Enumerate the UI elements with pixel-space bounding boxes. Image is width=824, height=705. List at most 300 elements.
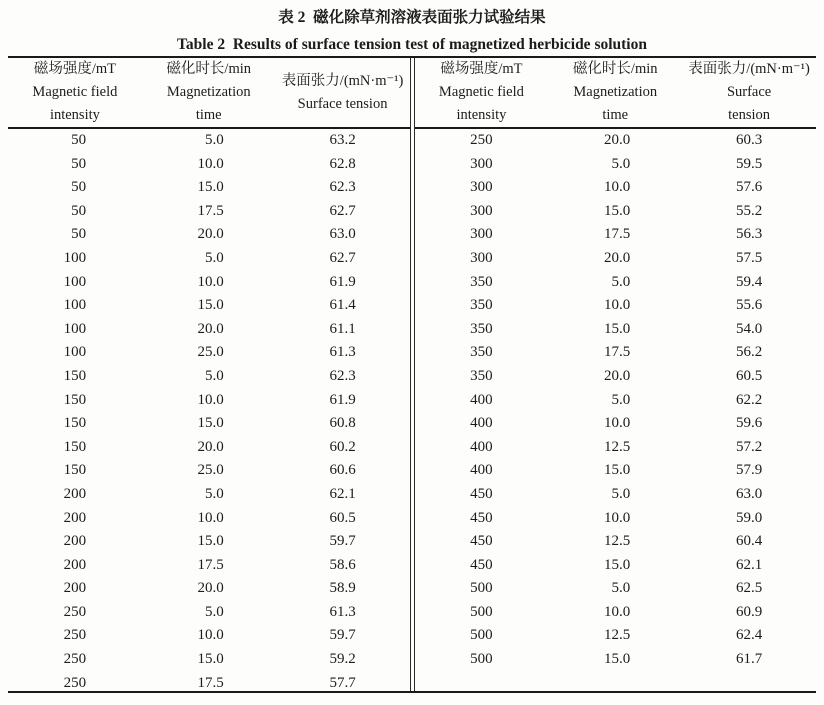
surface-tension-value-text: 60.2 bbox=[329, 438, 356, 455]
magnetization-time-value bbox=[548, 341, 682, 365]
magnetization-time-value-text: 25.0 bbox=[197, 344, 224, 361]
surface-tension-value bbox=[276, 176, 410, 200]
magnetization-time-value-text: 15.0 bbox=[197, 651, 224, 668]
magnetization-time-value-text: 20.0 bbox=[603, 249, 631, 266]
field-intensity-value bbox=[8, 271, 142, 295]
surface-tension-value-text: 61.9 bbox=[329, 391, 356, 408]
field-intensity-value-text: 100 bbox=[63, 297, 87, 314]
surface-tension-value-text: 55.2 bbox=[735, 202, 763, 219]
surface-tension-value-text: 58.6 bbox=[329, 556, 356, 573]
header-line-zh: 磁场强度/mT bbox=[33, 61, 116, 77]
table-title-en: Table 2 Results of surface tension test of magnetized herbicide solution bbox=[176, 36, 647, 53]
magnetization-time-value bbox=[142, 601, 276, 625]
field-intensity-value bbox=[415, 271, 549, 295]
field-intensity-value-text: 250 bbox=[63, 674, 87, 691]
magnetization-time-value bbox=[142, 648, 276, 672]
field-intensity-value-text: 200 bbox=[63, 485, 87, 502]
field-intensity-value bbox=[415, 577, 549, 601]
header-line-en1: Magnetization bbox=[573, 84, 658, 100]
field-intensity-value-text: 150 bbox=[63, 462, 87, 479]
surface-tension-value-text: 61.4 bbox=[329, 297, 356, 314]
field-intensity-value-text: 300 bbox=[470, 155, 493, 172]
magnetization-time-value-text: 20.0 bbox=[197, 580, 224, 597]
table-row bbox=[8, 294, 410, 318]
surface-tension-value bbox=[682, 624, 816, 648]
surface-tension-value-text: 58.9 bbox=[329, 580, 356, 597]
table-row bbox=[8, 153, 410, 177]
field-intensity-value-text: 300 bbox=[470, 249, 493, 266]
table-row bbox=[8, 200, 410, 224]
field-intensity-value-text: 350 bbox=[470, 273, 493, 290]
field-intensity-value bbox=[8, 648, 142, 672]
field-intensity-value bbox=[415, 223, 549, 247]
table-row bbox=[415, 601, 817, 625]
field-intensity-value bbox=[8, 577, 142, 601]
magnetization-time-value-text: 20.0 bbox=[603, 367, 631, 384]
magnetization-time-value-text: 17.5 bbox=[197, 674, 224, 691]
magnetization-time-value-text: 17.5 bbox=[603, 226, 631, 243]
magnetization-time-value bbox=[142, 176, 276, 200]
surface-tension-value bbox=[682, 294, 816, 318]
magnetization-time-value-text: 12.5 bbox=[603, 438, 631, 455]
col-header-surface-tension bbox=[682, 58, 816, 128]
surface-tension-value-text: 62.5 bbox=[735, 580, 763, 597]
field-intensity-value bbox=[415, 318, 549, 342]
table-row bbox=[415, 624, 817, 648]
table-row bbox=[8, 128, 410, 153]
surface-tension-value bbox=[276, 271, 410, 295]
field-intensity-value-text: 100 bbox=[63, 273, 87, 290]
col-header-field-intensity bbox=[415, 58, 549, 128]
magnetization-time-value-text: 5.0 bbox=[204, 367, 224, 384]
table-row bbox=[8, 176, 410, 200]
magnetization-time-value bbox=[142, 153, 276, 177]
surface-tension-value-text: 57.9 bbox=[735, 462, 763, 479]
field-intensity-value bbox=[415, 507, 549, 531]
table-row bbox=[415, 153, 817, 177]
magnetization-time-value-text: 5.0 bbox=[204, 603, 224, 620]
magnetization-time-value bbox=[142, 483, 276, 507]
magnetization-time-value-text: 17.5 bbox=[197, 556, 224, 573]
surface-tension-value-text: 62.4 bbox=[735, 627, 763, 644]
table-row bbox=[8, 530, 410, 554]
table-row bbox=[415, 530, 817, 554]
field-intensity-value-text: 500 bbox=[470, 603, 493, 620]
magnetization-time-value-text: 15.0 bbox=[197, 297, 224, 314]
field-intensity-value bbox=[8, 672, 142, 696]
surface-tension-value bbox=[276, 153, 410, 177]
magnetization-time-value bbox=[142, 294, 276, 318]
field-intensity-value-text: 500 bbox=[470, 580, 493, 597]
field-intensity-value-text: 250 bbox=[63, 651, 87, 668]
table-row bbox=[8, 223, 410, 247]
magnetization-time-value bbox=[142, 412, 276, 436]
field-intensity-value-text: 250 bbox=[470, 132, 493, 148]
surface-tension-value-text: 57.7 bbox=[329, 674, 356, 691]
surface-tension-value bbox=[276, 389, 410, 413]
surface-tension-value bbox=[682, 341, 816, 365]
left-table-body bbox=[8, 128, 410, 695]
field-intensity-value bbox=[8, 412, 142, 436]
surface-tension-value bbox=[682, 436, 816, 460]
table-row bbox=[415, 436, 817, 460]
surface-tension-value bbox=[682, 200, 816, 224]
surface-tension-table bbox=[8, 56, 816, 693]
surface-tension-value-text: 61.7 bbox=[735, 651, 763, 668]
table-row bbox=[8, 672, 410, 696]
field-intensity-value bbox=[415, 200, 549, 224]
table-row bbox=[415, 365, 817, 389]
table-row bbox=[415, 412, 817, 436]
magnetization-time-value bbox=[142, 436, 276, 460]
field-intensity-value bbox=[415, 554, 549, 578]
surface-tension-value-text: 57.6 bbox=[735, 179, 763, 196]
field-intensity-value-text: 200 bbox=[63, 509, 87, 526]
magnetization-time-value bbox=[548, 176, 682, 200]
surface-tension-value bbox=[682, 554, 816, 578]
field-intensity-value-text: 450 bbox=[470, 556, 493, 573]
field-intensity-value-text: 500 bbox=[470, 627, 493, 644]
magnetization-time-value-text: 20.0 bbox=[197, 320, 224, 337]
table-row bbox=[8, 459, 410, 483]
magnetization-time-value-text: 10.0 bbox=[197, 391, 224, 408]
magnetization-time-value bbox=[548, 436, 682, 460]
field-intensity-value bbox=[8, 365, 142, 389]
field-intensity-value bbox=[8, 200, 142, 224]
magnetization-time-value-text: 17.5 bbox=[603, 344, 631, 361]
field-intensity-value bbox=[415, 389, 549, 413]
surface-tension-value-text: 59.7 bbox=[329, 627, 356, 644]
table-row bbox=[8, 554, 410, 578]
surface-tension-value bbox=[682, 318, 816, 342]
magnetization-time-value-text: 17.5 bbox=[197, 202, 224, 219]
field-intensity-value bbox=[8, 530, 142, 554]
magnetization-time-value bbox=[548, 601, 682, 625]
field-intensity-value-text: 200 bbox=[63, 580, 87, 597]
surface-tension-value bbox=[682, 483, 816, 507]
magnetization-time-value-text: 15.0 bbox=[603, 202, 631, 219]
field-intensity-value-text: 50 bbox=[71, 202, 87, 219]
surface-tension-value bbox=[682, 507, 816, 531]
surface-tension-value bbox=[682, 128, 816, 153]
field-intensity-value-text: 350 bbox=[470, 320, 493, 337]
magnetization-time-value-text: 15.0 bbox=[197, 533, 224, 550]
surface-tension-value bbox=[276, 624, 410, 648]
magnetization-time-value-text: 10.0 bbox=[197, 627, 224, 644]
surface-tension-value bbox=[276, 483, 410, 507]
surface-tension-value-text: 62.2 bbox=[735, 391, 763, 408]
magnetization-time-value bbox=[548, 365, 682, 389]
table-row bbox=[8, 389, 410, 413]
header-line-en1: Magnetic field bbox=[32, 84, 118, 100]
field-intensity-value-text: 450 bbox=[470, 533, 493, 550]
magnetization-time-value bbox=[142, 672, 276, 696]
magnetization-time-value bbox=[548, 223, 682, 247]
header-line-en1: Magnetic field bbox=[438, 84, 524, 100]
magnetization-time-value bbox=[548, 483, 682, 507]
magnetization-time-value-text: 5.0 bbox=[611, 391, 631, 408]
magnetization-time-value-text: 5.0 bbox=[204, 249, 224, 266]
magnetization-time-value bbox=[548, 530, 682, 554]
left-table-header bbox=[8, 58, 410, 128]
surface-tension-value bbox=[276, 459, 410, 483]
magnetization-time-value-text: 5.0 bbox=[611, 485, 631, 502]
magnetization-time-value-text: 5.0 bbox=[611, 580, 631, 597]
surface-tension-value-text: 57.2 bbox=[735, 438, 763, 455]
surface-tension-value bbox=[276, 577, 410, 601]
col-header-surface-tension bbox=[276, 58, 410, 128]
table-row bbox=[8, 507, 410, 531]
magnetization-time-value-text: 15.0 bbox=[603, 556, 631, 573]
field-intensity-value-text: 400 bbox=[470, 438, 493, 455]
magnetization-time-value-text: 10.0 bbox=[603, 603, 631, 620]
header-line-zh: 表面张力/(mN·m⁻¹) bbox=[688, 61, 810, 77]
table-row bbox=[415, 507, 817, 531]
surface-tension-value-text: 62.7 bbox=[329, 202, 356, 219]
field-intensity-value bbox=[415, 365, 549, 389]
magnetization-time-value-text: 12.5 bbox=[603, 627, 631, 644]
surface-tension-value-text: 63.2 bbox=[329, 132, 356, 148]
surface-tension-value-text: 54.0 bbox=[735, 320, 763, 337]
magnetization-time-value-text: 20.0 bbox=[603, 132, 631, 148]
magnetization-time-value bbox=[142, 459, 276, 483]
field-intensity-value bbox=[415, 483, 549, 507]
surface-tension-value bbox=[682, 365, 816, 389]
surface-tension-value bbox=[682, 271, 816, 295]
header-line-en2: intensity bbox=[49, 107, 100, 123]
magnetization-time-value-text: 10.0 bbox=[603, 509, 631, 526]
magnetization-time-value bbox=[142, 271, 276, 295]
field-intensity-value-text: 200 bbox=[63, 556, 87, 573]
field-intensity-value-text: 450 bbox=[470, 485, 493, 502]
table-row bbox=[415, 294, 817, 318]
table-row bbox=[415, 271, 817, 295]
table-row bbox=[8, 365, 410, 389]
surface-tension-value bbox=[682, 176, 816, 200]
surface-tension-value bbox=[682, 459, 816, 483]
surface-tension-value-text: 60.6 bbox=[329, 462, 356, 479]
field-intensity-value bbox=[415, 648, 549, 672]
magnetization-time-value-text: 5.0 bbox=[611, 273, 631, 290]
header-line-zh: 磁场强度/mT bbox=[440, 61, 523, 77]
table-row bbox=[8, 601, 410, 625]
field-intensity-value-text: 500 bbox=[470, 651, 493, 668]
field-intensity-value bbox=[8, 153, 142, 177]
surface-tension-value-text: 60.5 bbox=[329, 509, 356, 526]
magnetization-time-value bbox=[548, 459, 682, 483]
magnetization-time-value bbox=[548, 200, 682, 224]
field-intensity-value-text: 50 bbox=[71, 132, 87, 148]
magnetization-time-value bbox=[142, 128, 276, 153]
magnetization-time-value bbox=[142, 389, 276, 413]
table-row bbox=[415, 577, 817, 601]
magnetization-time-value-text: 10.0 bbox=[197, 155, 224, 172]
surface-tension-value-text: 62.1 bbox=[735, 556, 763, 573]
magnetization-time-value bbox=[548, 247, 682, 271]
surface-tension-value-text: 63.0 bbox=[735, 485, 763, 502]
field-intensity-value bbox=[415, 436, 549, 460]
field-intensity-value-text: 350 bbox=[470, 297, 493, 314]
surface-tension-value-text: 61.3 bbox=[329, 603, 356, 620]
table-title-zh: 表 2 磁化除草剂溶液表面张力试验结果 bbox=[278, 9, 546, 26]
field-intensity-value-text: 150 bbox=[63, 391, 87, 408]
field-intensity-value bbox=[8, 294, 142, 318]
field-intensity-value bbox=[8, 554, 142, 578]
header-row bbox=[415, 58, 817, 128]
table-row bbox=[415, 318, 817, 342]
field-intensity-value-text: 150 bbox=[63, 438, 87, 455]
magnetization-time-value bbox=[548, 648, 682, 672]
surface-tension-value bbox=[276, 507, 410, 531]
magnetization-time-value-text: 10.0 bbox=[603, 415, 631, 432]
field-intensity-value bbox=[8, 483, 142, 507]
magnetization-time-value-text: 10.0 bbox=[603, 179, 631, 196]
field-intensity-value bbox=[8, 128, 142, 153]
table-row bbox=[8, 648, 410, 672]
field-intensity-value-text: 200 bbox=[63, 533, 87, 550]
surface-tension-value bbox=[682, 389, 816, 413]
magnetization-time-value bbox=[548, 294, 682, 318]
surface-tension-value bbox=[682, 412, 816, 436]
right-subtable bbox=[415, 58, 817, 672]
field-intensity-value-text: 100 bbox=[63, 249, 87, 266]
magnetization-time-value-text: 15.0 bbox=[603, 320, 631, 337]
surface-tension-value-text: 60.9 bbox=[735, 603, 763, 620]
surface-tension-value bbox=[682, 648, 816, 672]
field-intensity-value-text: 450 bbox=[470, 509, 493, 526]
surface-tension-value-text: 56.3 bbox=[735, 226, 763, 243]
surface-tension-value-text: 62.3 bbox=[329, 367, 356, 384]
surface-tension-value-text: 59.4 bbox=[735, 273, 763, 290]
field-intensity-value-text: 300 bbox=[470, 226, 493, 243]
surface-tension-value bbox=[276, 223, 410, 247]
surface-tension-value-text: 62.7 bbox=[329, 249, 356, 266]
field-intensity-value-text: 350 bbox=[470, 344, 493, 361]
table-row bbox=[8, 247, 410, 271]
surface-tension-value-text: 59.0 bbox=[735, 509, 763, 526]
surface-tension-value-text: 59.6 bbox=[735, 415, 763, 432]
field-intensity-value bbox=[8, 176, 142, 200]
magnetization-time-value bbox=[548, 271, 682, 295]
field-intensity-value-text: 50 bbox=[71, 155, 87, 172]
magnetization-time-value-text: 5.0 bbox=[204, 132, 224, 148]
table-row bbox=[8, 412, 410, 436]
field-intensity-value bbox=[8, 247, 142, 271]
magnetization-time-value-text: 15.0 bbox=[197, 415, 224, 432]
header-line-zh: 表面张力/(mN·m⁻¹) bbox=[281, 72, 404, 89]
field-intensity-value bbox=[8, 459, 142, 483]
col-header-magnetization-time bbox=[548, 58, 682, 128]
field-intensity-value bbox=[8, 436, 142, 460]
surface-tension-value-text: 59.7 bbox=[329, 533, 356, 550]
surface-tension-value bbox=[276, 318, 410, 342]
magnetization-time-value bbox=[142, 200, 276, 224]
magnetization-time-value bbox=[548, 577, 682, 601]
field-intensity-value-text: 250 bbox=[63, 603, 87, 620]
header-row bbox=[8, 58, 410, 128]
surface-tension-value-text: 62.8 bbox=[329, 155, 356, 172]
field-intensity-value-text: 50 bbox=[71, 179, 87, 196]
magnetization-time-value bbox=[142, 247, 276, 271]
magnetization-time-value-text: 5.0 bbox=[204, 485, 224, 502]
magnetization-time-value bbox=[142, 507, 276, 531]
header-line-en1: Surface bbox=[726, 84, 772, 100]
magnetization-time-value bbox=[548, 624, 682, 648]
surface-tension-value-text: 61.1 bbox=[329, 320, 356, 337]
header-line-zh: 磁化时长/min bbox=[572, 61, 658, 77]
magnetization-time-value bbox=[142, 577, 276, 601]
surface-tension-value bbox=[276, 672, 410, 696]
magnetization-time-value-text: 10.0 bbox=[197, 509, 224, 526]
table-row bbox=[415, 341, 817, 365]
magnetization-time-value bbox=[548, 412, 682, 436]
surface-tension-value-text: 59.2 bbox=[329, 651, 356, 668]
right-table-header bbox=[415, 58, 817, 128]
table-row bbox=[8, 341, 410, 365]
magnetization-time-value bbox=[548, 128, 682, 153]
surface-tension-value bbox=[276, 128, 410, 153]
surface-tension-value-text: 57.5 bbox=[735, 249, 763, 266]
table-row bbox=[8, 577, 410, 601]
surface-tension-value bbox=[276, 247, 410, 271]
field-intensity-value-text: 150 bbox=[63, 367, 87, 384]
table-row bbox=[415, 200, 817, 224]
magnetization-time-value-text: 15.0 bbox=[197, 179, 224, 196]
header-line-en1: Surface tension bbox=[297, 95, 388, 112]
surface-tension-value-text: 61.3 bbox=[329, 344, 356, 361]
header-line-en2: tension bbox=[728, 107, 771, 123]
table-row bbox=[415, 223, 817, 247]
surface-tension-value bbox=[276, 601, 410, 625]
table-row bbox=[415, 648, 817, 672]
magnetization-time-value bbox=[142, 624, 276, 648]
field-intensity-value-text: 100 bbox=[63, 344, 87, 361]
table-row bbox=[415, 554, 817, 578]
field-intensity-value bbox=[415, 341, 549, 365]
surface-tension-value-text: 60.4 bbox=[735, 533, 763, 550]
surface-tension-value bbox=[276, 648, 410, 672]
surface-tension-value bbox=[682, 530, 816, 554]
surface-tension-value-text: 60.5 bbox=[735, 367, 763, 384]
field-intensity-value bbox=[415, 247, 549, 271]
field-intensity-value bbox=[8, 223, 142, 247]
surface-tension-value-text: 63.0 bbox=[329, 226, 356, 243]
col-header-field-intensity bbox=[8, 58, 142, 128]
col-header-magnetization-time bbox=[142, 58, 276, 128]
table-row bbox=[415, 176, 817, 200]
field-intensity-value bbox=[8, 624, 142, 648]
field-intensity-value bbox=[415, 294, 549, 318]
table-row bbox=[8, 624, 410, 648]
surface-tension-value bbox=[276, 200, 410, 224]
surface-tension-value-text: 59.5 bbox=[735, 155, 763, 172]
field-intensity-value-text: 250 bbox=[63, 627, 87, 644]
magnetization-time-value-text: 20.0 bbox=[197, 226, 224, 243]
surface-tension-value-text: 62.3 bbox=[329, 179, 356, 196]
surface-tension-value bbox=[682, 153, 816, 177]
left-subtable bbox=[8, 58, 410, 695]
surface-tension-value bbox=[276, 436, 410, 460]
table-row bbox=[415, 459, 817, 483]
field-intensity-value bbox=[415, 153, 549, 177]
field-intensity-value bbox=[415, 176, 549, 200]
field-intensity-value bbox=[415, 601, 549, 625]
magnetization-time-value-text: 10.0 bbox=[603, 297, 631, 314]
header-line-en1: Magnetization bbox=[166, 84, 251, 100]
surface-tension-value-text: 56.2 bbox=[735, 344, 763, 361]
table-row bbox=[8, 436, 410, 460]
right-table-body bbox=[415, 128, 817, 672]
